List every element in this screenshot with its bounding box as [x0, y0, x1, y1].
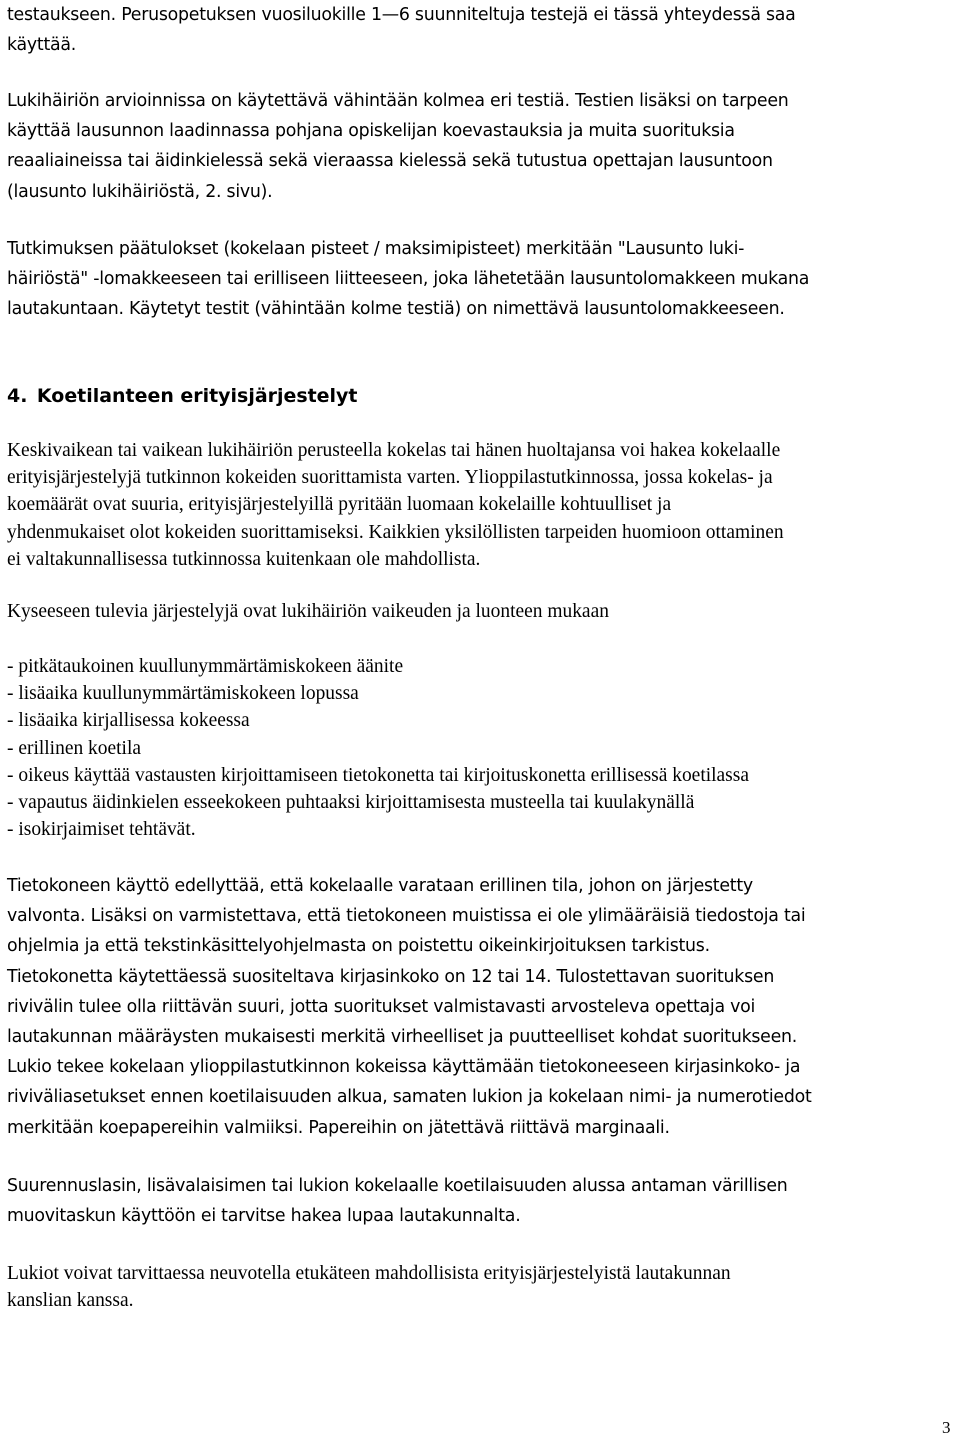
paragraph-computer-use	[7, 871, 957, 1143]
list-item: - oikeus käyttää vastausten kirjoittamiseen tietokonetta tai kirjoituskonetta erillisessä koetilassa	[7, 764, 749, 786]
section-heading	[7, 381, 955, 411]
section-number: 4.	[7, 385, 28, 407]
section-title: Koetilanteen erityisjärjestelyt	[36, 385, 358, 407]
text-line: Keskivaikean tai vaikean lukihäiriön perusteella kokelas tai hänen huoltajansa voi hakea kokelaalle	[7, 440, 781, 461]
list-item: - pitkätaukoinen kuullunymmärtämiskokeen äänite	[7, 656, 404, 677]
text-line: käyttää lausunnon laadinnassa pohjana opiskelijan koevastauksia ja muita suorituksia	[7, 121, 735, 142]
page-number: 3	[942, 1418, 951, 1437]
text-line: Tietokonetta käytettäessä suositeltava kirjasinkoko on 12 tai 14. Tulostettavan suorituksen	[7, 966, 775, 987]
list-item: - vapautus äidinkielen esseekokeen puhtaaksi kirjoittamisesta musteella tai kuulakynällä	[7, 792, 695, 814]
text-line: ei valtakunnallisessa tutkinnossa kuitenkaan ole mahdollista.	[7, 548, 481, 570]
text-line: häiriöstä" -lomakkeeseen tai erilliseen liitteeseen, joka lähetetään lausuntolomakkeen mukana	[7, 269, 810, 290]
text-line: reaaliaineissa tai äidinkielessä sekä vieraassa kielessä sekä tutustua opettajan lausuntoon	[7, 151, 773, 172]
text-line: lautakuntaan. Käytetyt testit (vähintään kolme testiä) on nimettävä lausuntolomakkeeseen.	[7, 299, 785, 320]
list-item: - lisäaika kirjallisessa kokeessa	[7, 710, 250, 732]
paragraph-assessment	[7, 86, 957, 207]
text-line: merkitään koepapereihin valmiiksi. Papereihin on jätettävä riittävä marginaali.	[7, 1117, 670, 1138]
text-line: koemäärät ovat suuria, erityisjärjestelyillä pyritään luomaan kokelaille kohtuulliset ja	[7, 494, 672, 516]
arrangements-list	[7, 653, 957, 843]
paragraph-list-intro	[7, 598, 957, 625]
text-line: testaukseen. Perusopetuksen vuosiluokille 1—6 suunniteltuja testejä ei tässä yhteydessä saa	[7, 5, 796, 25]
text-line: Tietokoneen käyttö edellyttää, että kokelaalle varataan erillinen tila, johon on järjestetty	[7, 876, 753, 896]
text-line: rivivälin tulee olla riittävän suuri, jotta suoritukset valmistavasti arvosteleva opettaja voi	[7, 996, 756, 1017]
list-item: - isokirjaimiset tehtävät.	[7, 819, 196, 841]
text-line: käyttää.	[7, 35, 77, 56]
list-item: - lisäaika kuullunymmärtämiskokeen lopussa	[7, 683, 359, 705]
paragraph-special-arrangements	[7, 437, 957, 573]
text-line: Suurennuslasin, lisävalaisimen tai lukion kokelaalle koetilaisuuden alussa antaman värillisen	[7, 1176, 788, 1196]
text-line: yhdenmukaiset olot kokeiden suorittamiseksi. Kaikkien yksilöllisten tarpeiden huomioon ottaminen	[7, 521, 784, 543]
text-line: Lukio tekee kokelaan ylioppilastutkinnon kokeissa käyttämään tietokoneeseen kirjasinkoko- ja	[7, 1057, 801, 1078]
text-line: lautakunnan määräysten mukaisesti merkitä virheelliset ja puutteelliset kohdat suoritukseen.	[7, 1027, 798, 1048]
text-line: (lausunto lukihäiriöstä, 2. sivu).	[7, 181, 273, 202]
text-line: Tutkimuksen päätulokset (kokelaan pisteet / maksimipisteet) merkitään "Lausunto luki-	[7, 239, 745, 259]
text-line: erityisjärjestelyjä tutkinnon kokeiden suorittamista varten. Ylioppilastutkinnossa, jossa kokelas- ja	[7, 467, 773, 489]
paragraph-results	[7, 234, 957, 325]
text-line: muovitaskun käyttöön ei tarvitse hakea lupaa lautakunnalta.	[7, 1206, 521, 1227]
paragraph-consultation	[7, 1260, 957, 1314]
text-line: Lukihäiriön arvioinnissa on käytettävä vähintään kolmea eri testiä. Testien lisäksi on tarpeen	[7, 91, 789, 111]
text-line: valvonta. Lisäksi on varmistettava, että tietokoneen muistissa ei ole ylimääräisiä tiedostoja tai	[7, 906, 806, 927]
text-line: Kyseeseen tulevia järjestelyjä ovat lukihäiriön vaikeuden ja luonteen mukaan	[7, 601, 609, 622]
text-line: kanslian kanssa.	[7, 1290, 134, 1312]
list-item: - erillinen koetila	[7, 737, 142, 759]
text-line: Lukiot voivat tarvittaessa neuvotella etukäteen mahdollisista erityisjärjestelyistä lautakunnan	[7, 1263, 731, 1284]
text-line: ohjelmia ja että tekstinkäsittelyohjelmasta on poistettu oikeinkirjoituksen tarkistus.	[7, 936, 710, 957]
paragraph-test-usage	[7, 0, 957, 60]
paragraph-magnifier	[7, 1171, 957, 1231]
text-line: riviväliasetukset ennen koetilaisuuden alkua, samaten lukion ja kokelaan nimi- ja numerotiedot	[7, 1087, 812, 1108]
